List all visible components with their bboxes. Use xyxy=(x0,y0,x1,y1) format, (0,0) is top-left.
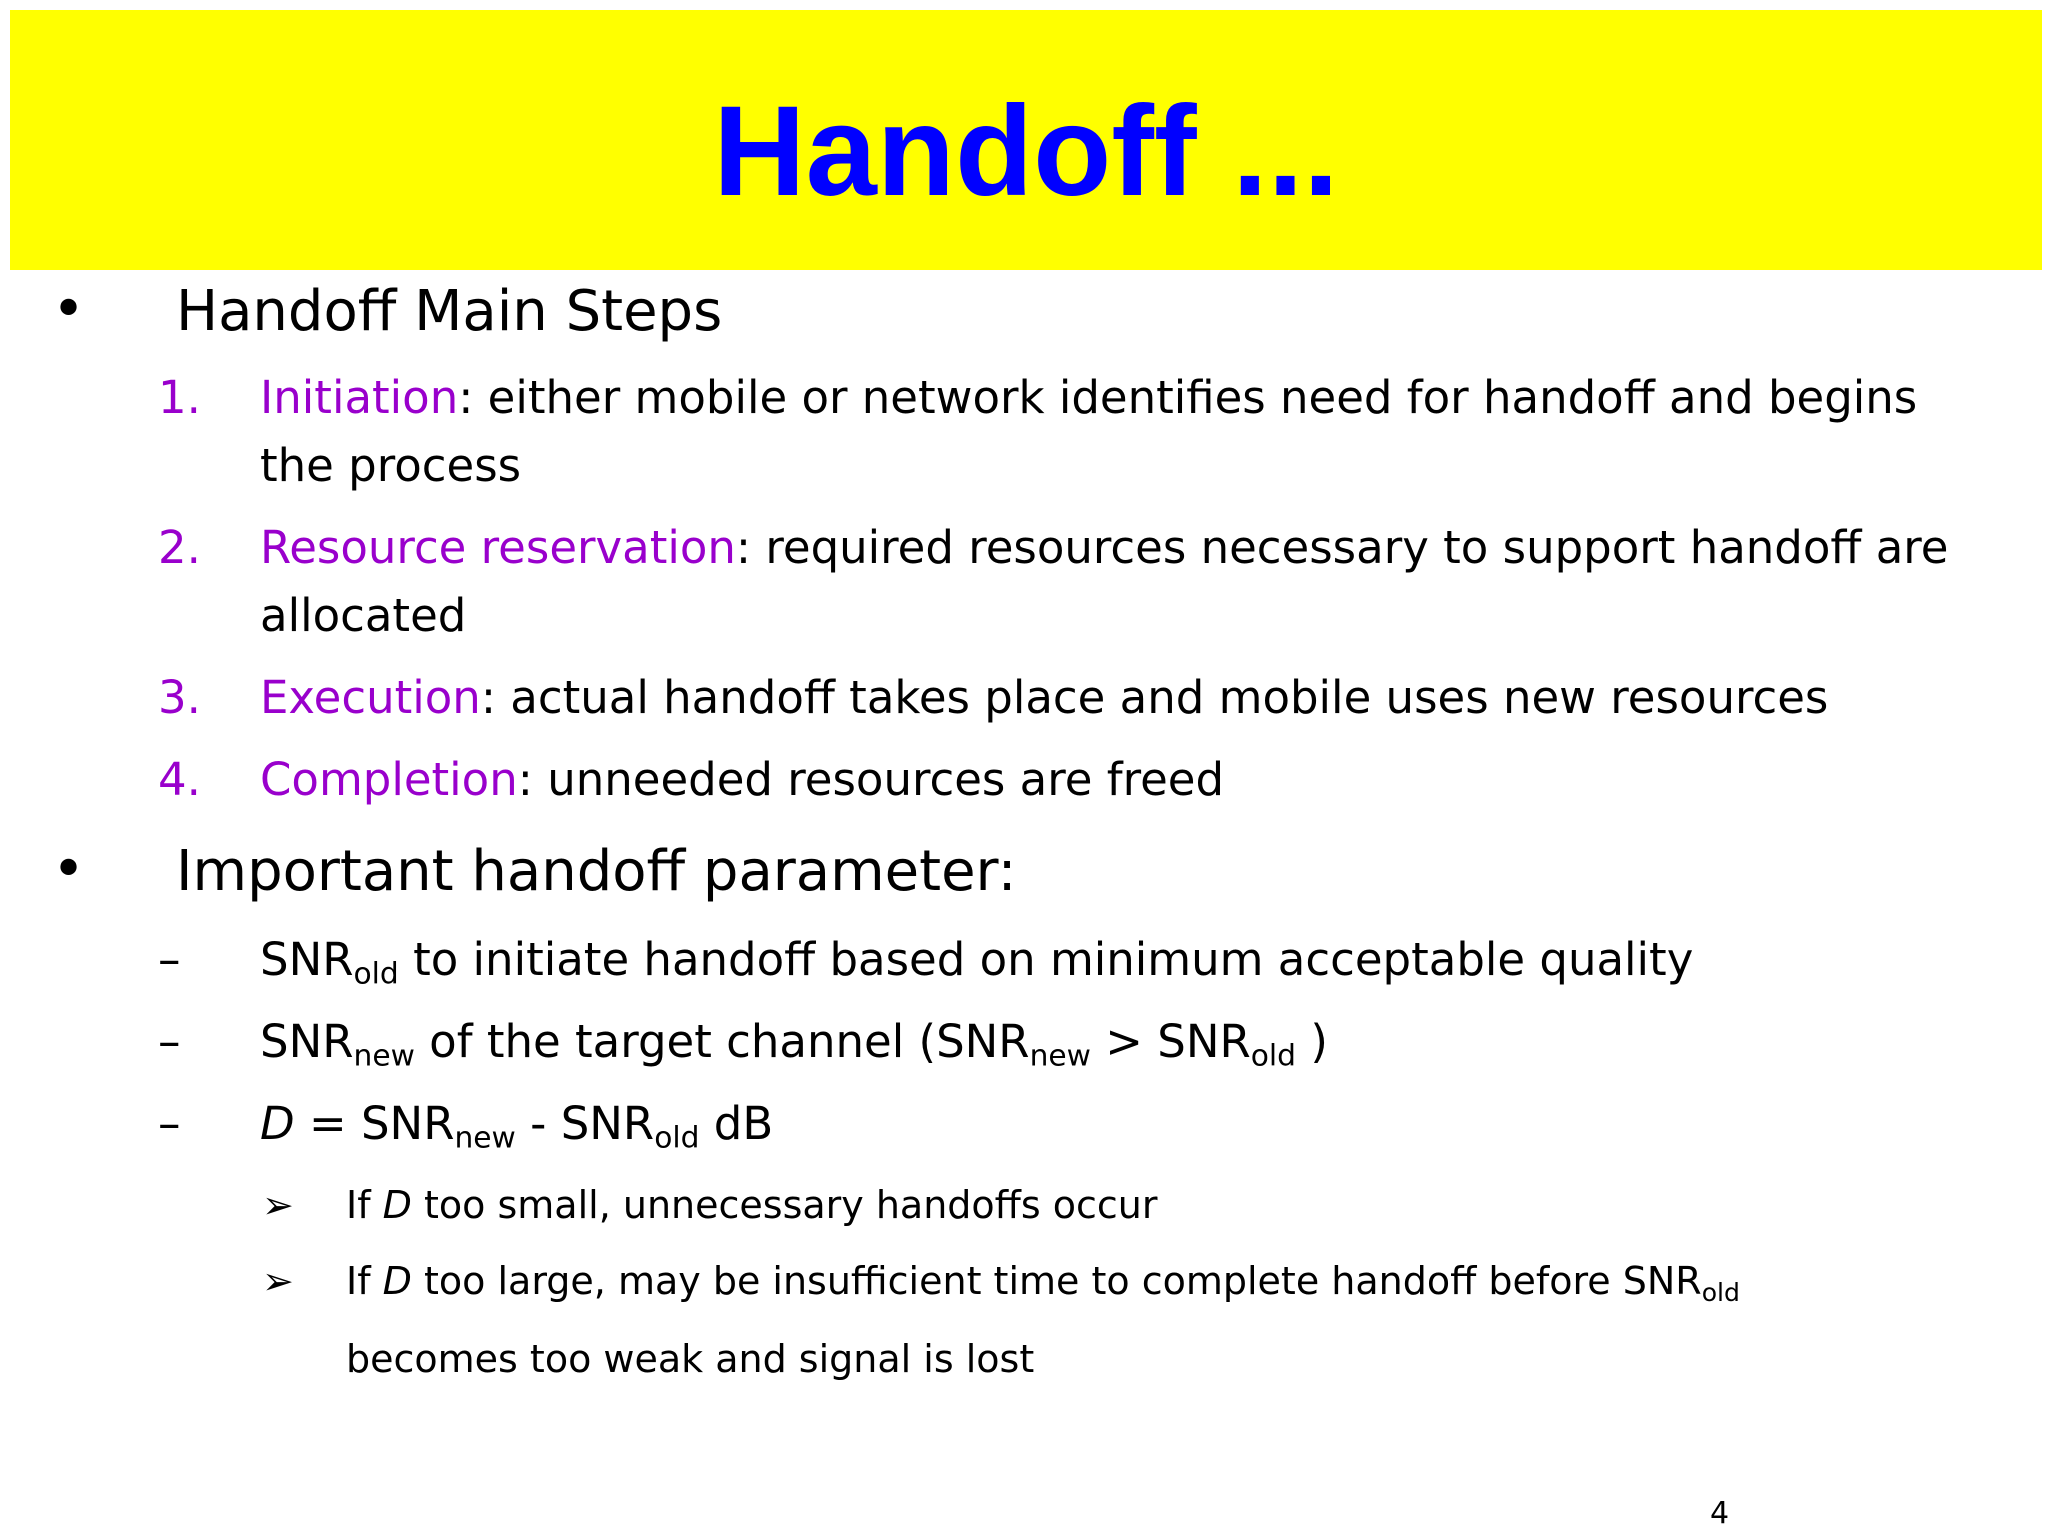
step-1-line-1 xyxy=(260,364,1917,432)
section-heading-main-steps: Handoff Main Steps xyxy=(176,279,723,344)
step-1-text: : either mobile or network identifies need for handoff and begins xyxy=(458,371,1918,424)
step-term-completion: Completion xyxy=(260,753,518,806)
step-term-resource-reservation: Resource reservation xyxy=(260,521,736,574)
dash-marker: – xyxy=(158,1097,181,1150)
bullet-marker: • xyxy=(52,837,86,902)
slide-title: Handoff ... xyxy=(713,80,1339,223)
step-term-initiation: Initiation xyxy=(260,371,459,424)
step-2-line-2: allocated xyxy=(260,589,467,642)
step-1-line-2: the process xyxy=(260,439,522,492)
step-term-execution: Execution xyxy=(260,671,481,724)
step-number-1: 1. xyxy=(158,371,201,424)
param-snr-old: $SNR_{old}$ to initiate handoff based on minimum acceptable quality xyxy=(260,933,1694,992)
step-2-text: : required resources necessary to support handoff are xyxy=(735,521,1949,574)
step-3-text: : actual handoff takes place and mobile uses new resources xyxy=(480,671,1829,724)
step-4 xyxy=(260,746,1224,814)
arrow-bullet-icon: ➢ xyxy=(262,1259,294,1303)
subitem-d-too-large xyxy=(346,1242,1740,1398)
step-number-2: 2. xyxy=(158,521,201,574)
step-number-3: 3. xyxy=(158,671,201,724)
param-snr-new: $SNR_{new}$ of the target channel ($SNR_{new} > SNR_{old}$ ) xyxy=(260,1015,1328,1074)
arrow-bullet-icon: ➢ xyxy=(262,1183,294,1227)
variable-d: D xyxy=(260,1097,295,1150)
step-number-4: 4. xyxy=(158,753,201,806)
param-d-definition: $D = SNR_{new} - SNR_{old}$ dB xyxy=(260,1097,774,1156)
section-heading-parameter: Important handoff parameter: xyxy=(176,839,1017,904)
page-number: 4 xyxy=(1710,1496,1730,1531)
dash-marker: – xyxy=(158,1015,181,1068)
step-3 xyxy=(260,664,1828,732)
step-2-line-1 xyxy=(260,514,1949,582)
subitem-d-too-large-line-1: If D too large, may be insufficient time to complete handoff before $SNR_{old}$ xyxy=(346,1259,1740,1308)
step-2 xyxy=(260,514,1949,650)
subitem-d-too-large-line-2: becomes too weak and signal is lost xyxy=(346,1337,1035,1381)
dash-marker: – xyxy=(158,933,181,986)
subitem-d-too-small: If D too small, unnecessary handoffs occur xyxy=(346,1183,1158,1227)
step-1 xyxy=(260,364,1917,500)
title-banner xyxy=(10,10,2042,270)
bullet-marker: • xyxy=(52,277,86,342)
step-4-text: : unneeded resources are freed xyxy=(517,753,1225,806)
